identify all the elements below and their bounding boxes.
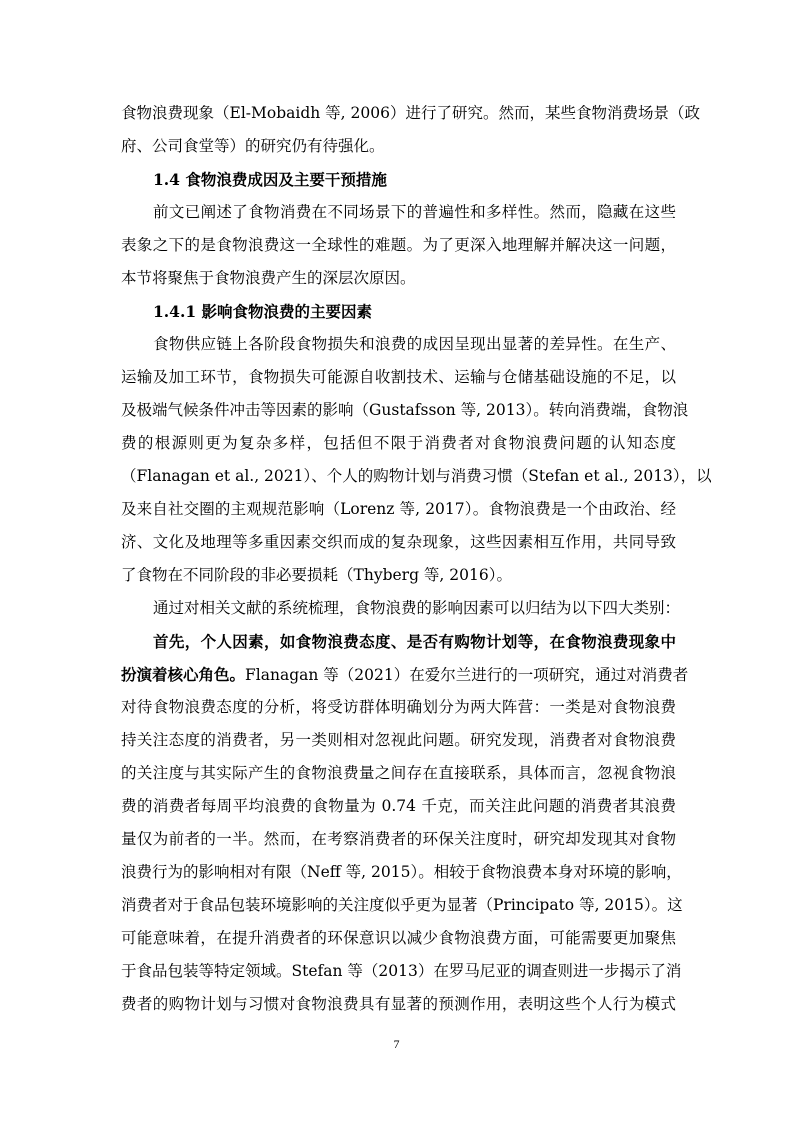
page-body [121,97,712,1021]
body-text-line: （Flanagan et al., 2021）、个人的购物计划与消费习惯（Stefan et al., 2013），以 [121,467,712,485]
body-text-line: 济、文化及地理等多重因素交织而成的复杂现象，这些因素相互作用，共同导致 [121,533,676,551]
body-text-line: 于食品包装等特定领域。Stefan 等（2013）在罗马尼亚的调查则进一步揭示了消 [121,962,682,980]
body-text: Flanagan 等（2021）在爱尔兰进行的一项研究，通过对消费者 [245,666,689,684]
page-number: 7 [393,1037,400,1051]
body-text-line: 府、公司食堂等）的研究仍有待强化。 [121,137,385,155]
body-text-line: 食物浪费现象（El-Mobaidh 等, 2006）进行了研究。然而，某些食物消费场景（政 [121,104,700,122]
body-text-line: 及极端气候条件冲击等因素的影响（Gustafsson 等, 2013）。转向消费端，食物浪 [121,401,689,419]
body-text-line: 运输及加工环节，食物损失可能源自收割技术、运输与仓储基础设施的不足，以 [121,368,676,386]
body-text-line: 持关注态度的消费者，另一类则相对忽视此问题。研究发现，消费者对食物浪费 [121,731,676,749]
section-heading: 1.4 食物浪费成因及主要干预措施 [153,170,387,189]
body-text-line: 费者的购物计划与习惯对食物浪费具有显著的预测作用，表明这些个人行为模式 [121,995,676,1013]
body-text-line: 前文已阐述了食物消费在不同场景下的普遍性和多样性。然而，隐藏在这些 [153,203,676,221]
body-text-line: 的关注度与其实际产生的食物浪费量之间存在直接联系，具体而言，忽视食物浪 [121,764,676,782]
body-text-line: 消费者对于食品包装环境影响的关注度似乎更为显著（Principato 等, 2015）。这 [121,896,683,914]
body-text-line: 费的根源则更为复杂多样，包括但不限于消费者对食物浪费问题的认知态度 [121,434,676,452]
emphasis-line: 首先，个人因素，如食物浪费态度、是否有购物计划等，在食物浪费现象中 [153,632,676,651]
body-text-line: 了食物在不同阶段的非必要损耗（Thyberg 等, 2016）。 [121,566,512,584]
body-text-line: 费的消费者每周平均浪费的食物量为 0.74 千克，而关注此问题的消费者其浪费 [121,797,676,815]
body-text-line: 本节将聚焦于食物浪费产生的深层次原因。 [121,269,416,287]
body-text-line: 及来自社交圈的主观规范影响（Lorenz 等, 2017）。食物浪费是一个由政治、经 [121,500,676,518]
body-text-line: 对待食物浪费态度的分析，将受访群体明确划分为两大阵营：一类是对食物浪费 [121,698,676,716]
body-text-line: 浪费行为的影响相对有限（Neff 等, 2015）。相较于食物浪费本身对环境的影响， [121,863,682,881]
emphasis-text: 扮演着核心角色。 [121,665,246,684]
body-text-line: 可能意味着，在提升消费者的环保意识以减少食物浪费方面，可能需要更加聚焦 [121,929,676,947]
body-text-line: 食物供应链上各阶段食物损失和浪费的成因呈现出显著的差异性。在生产、 [153,335,676,353]
mixed-line [121,658,689,691]
body-text-line: 表象之下的是食物浪费这一全球性的难题。为了更深入地理解并解决这一问题， [121,236,676,254]
body-text-line: 通过对相关文献的系统梳理，食物浪费的影响因素可以归结为以下四大类别： [153,599,681,617]
body-text-line: 量仅为前者的一半。然而，在考察消费者的环保关注度时，研究却发现其对食物 [121,830,676,848]
subsection-heading: 1.4.1 影响食物浪费的主要因素 [153,302,373,321]
